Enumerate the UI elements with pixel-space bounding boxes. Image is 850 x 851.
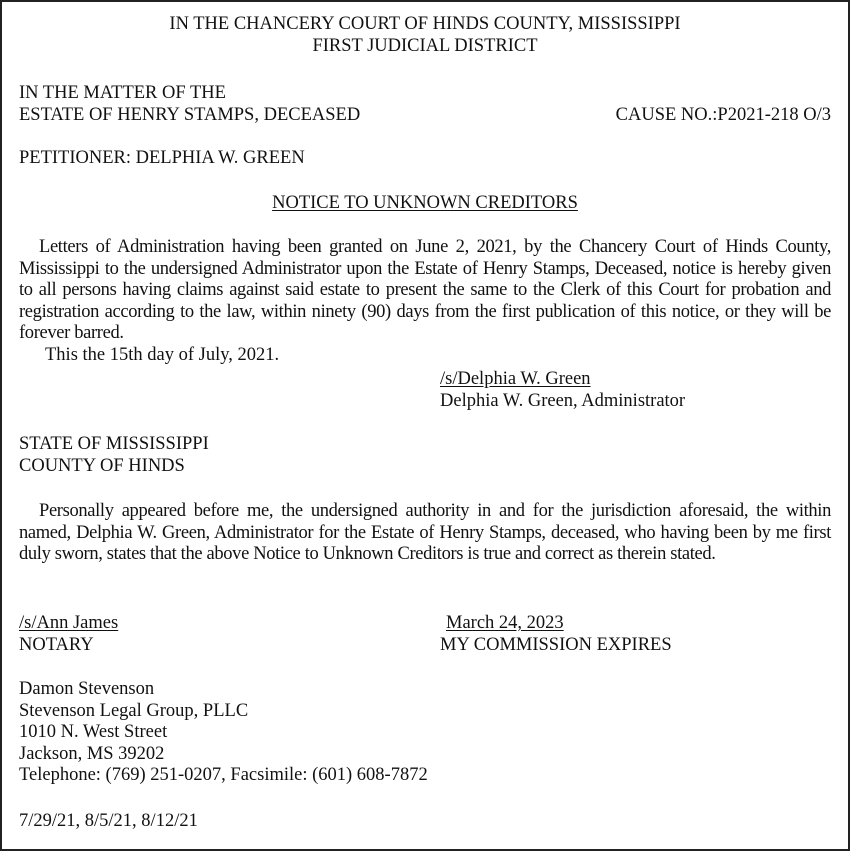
attorney-name: Damon Stevenson	[19, 679, 155, 699]
dated-line: This the 15th day of July, 2021.	[45, 345, 280, 365]
matter-line-1: IN THE MATTER OF THE	[19, 83, 226, 103]
commission-block	[440, 613, 672, 656]
attorney-firm: Stevenson Legal Group, PLLC	[19, 700, 249, 721]
matter-caption	[19, 83, 831, 126]
matter-line-2: ESTATE OF HENRY STAMPS, DECEASED	[19, 104, 361, 125]
venue-county: COUNTY OF HINDS	[19, 455, 185, 476]
cause-number: CAUSE NO.:P2021-218 O/3	[615, 104, 831, 125]
attorney-street: 1010 N. West Street	[19, 722, 168, 742]
judicial-district: FIRST JUDICIAL DISTRICT	[312, 35, 538, 56]
publication-dates: 7/29/21, 8/5/21, 8/12/21	[19, 811, 198, 831]
affidavit-body: Personally appeared before me, the undersigned authority in and for the jurisdiction aforesaid, the within named, Delphia W. Green, Administrator for the Estate of Henry Stamps, deceased, who having been by me first duly sworn, states that the above Notice to Unknown Creditors is true and correct as therein stated.	[19, 501, 831, 564]
notary-label: NOTARY	[19, 634, 94, 655]
petitioner: PETITIONER: DELPHIA W. GREEN	[19, 148, 305, 168]
administrator-signature	[440, 369, 685, 412]
attorney-block	[19, 679, 831, 787]
venue-state: STATE OF MISSISSIPPI	[19, 434, 209, 454]
notary-sig: /s/Ann James	[19, 613, 119, 633]
notice-body: Letters of Administration having been granted on June 2, 2021, by the Chancery Court of Hinds County, Mississippi to the undersigned Administrator upon the Estate of Henry Stamps, Deceased, notice is hereby given to all persons having claims against said estate to present the same to the Clerk of this Court for probation and registration according to the law, within ninety (90) days from the first publication of this notice, or they will be forever barred.	[19, 237, 831, 343]
court-header	[19, 14, 831, 57]
attorney-phone: Telephone: (769) 251-0207, Facsimile: (601) 608-7872	[19, 765, 428, 785]
commission-expiry-label: MY COMMISSION EXPIRES	[440, 634, 672, 655]
administrator-name: Delphia W. Green, Administrator	[440, 390, 686, 411]
notice-title-text: NOTICE TO UNKNOWN CREDITORS	[272, 193, 578, 213]
notary-block	[19, 613, 831, 656]
commission-expiry-date: March 24, 2023	[446, 613, 564, 633]
attorney-city: Jackson, MS 39202	[19, 743, 165, 764]
administrator-sig: /s/Delphia W. Green	[440, 369, 591, 389]
notice-title	[19, 193, 831, 215]
court-name: IN THE CHANCERY COURT OF HINDS COUNTY, MISSISSIPPI	[169, 14, 681, 34]
venue	[19, 434, 831, 477]
